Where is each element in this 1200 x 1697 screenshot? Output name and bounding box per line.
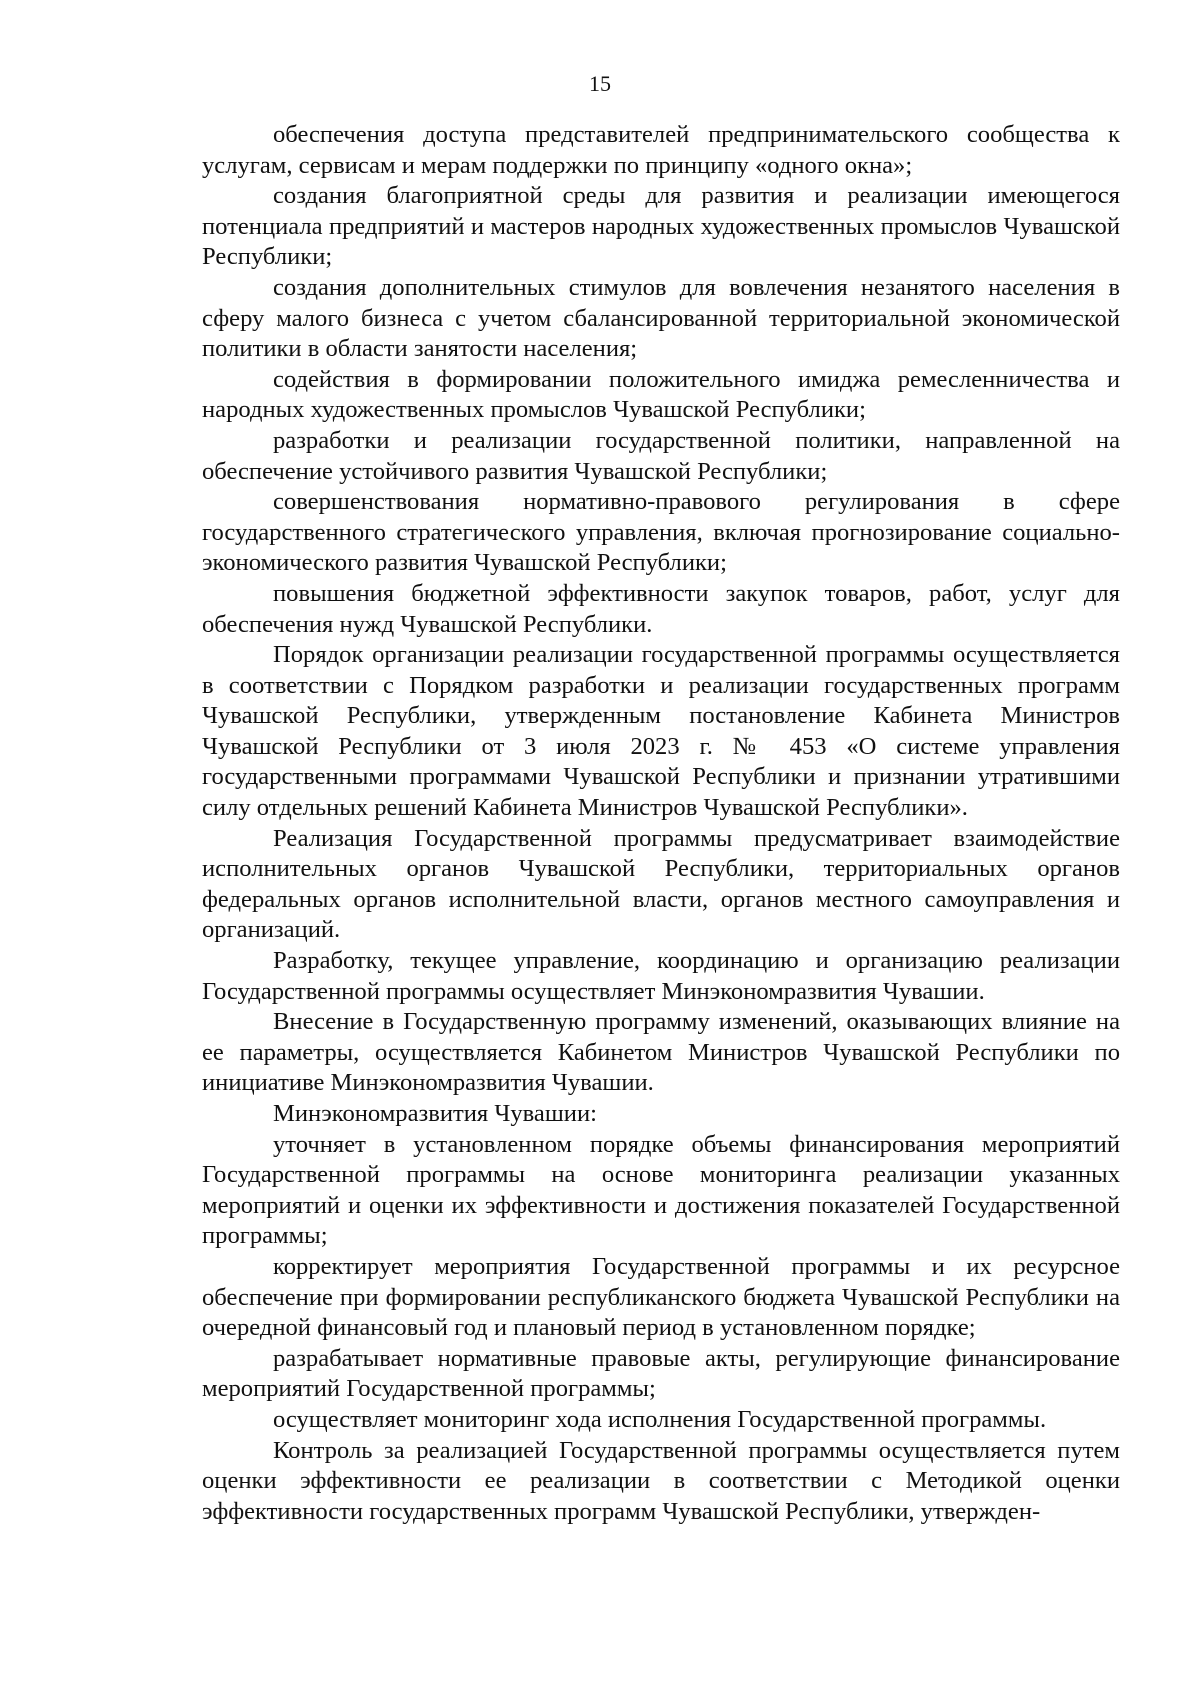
paragraph: осуществляет мониторинг хода исполнения Государственной программы. (273, 1405, 1047, 1433)
paragraph: Внесение в Государственную программу изменений, оказывающих влияние на ее параметры, осуществляется Кабинетом Министров Чувашской Республики по инициативе Минэкономразвития Чувашии. (202, 1008, 1120, 1097)
paragraph: разработки и реализации государственной политики, направленной на обеспечение устойчивого развития Чувашской Республики; (202, 426, 1120, 485)
page-number: 15 (589, 71, 611, 96)
paragraph: повышения бюджетной эффективности закупок товаров, работ, услуг для обеспечения нужд Чувашской Республики. (202, 579, 1120, 638)
paragraph: создания дополнительных стимулов для вовлечения незанятого населения в сферу малого бизнеса с учетом сбалансированной территориальной экономической политики в области занятости населения; (202, 273, 1120, 363)
paragraph: Реализация Государственной программы предусматривает взаимодействие исполнительных органов Чувашской Республики, территориальных органов федеральных органов исполнительной власти, органов местного самоуправления и организаций. (202, 824, 1120, 944)
paragraph: содействия в формировании положительного имиджа ремесленничества и народных художественных промыслов Чувашской Республики; (202, 365, 1120, 424)
document-body (202, 120, 1120, 1527)
paragraph: Контроль за реализацией Государственной программы осуществляется путем оценки эффективности ее реализации в соответствии с Методикой оценки эффективности государственных программ Чувашской Республики, утвержден- (202, 1436, 1120, 1525)
paragraph: обеспечения доступа представителей предпринимательского сообщества к услугам, сервисам и мерам поддержки по принципу «одного окна»; (202, 121, 1120, 179)
paragraph: Порядок организации реализации государственной программы осуществляется в соответствии с Порядком разработки и реализации государственных программ Чувашской Республики, утвержденным постановление Кабинета Министров Чувашской Республики от 3 июля 2023 г. № 453 «О системе управления государственными программами Чувашской Республики и признании утратившими силу отдельных решений Кабинета Министров Чувашской Республики». (202, 641, 1120, 822)
paragraph: Разработку, текущее управление, координацию и организацию реализации Государственной программы осуществляет Минэкономразвития Чувашии. (202, 947, 1120, 1005)
paragraph: разрабатывает нормативные правовые акты, регулирующие финансирование мероприятий Государственной программы; (202, 1344, 1120, 1403)
paragraph: создания благоприятной среды для развития и реализации имеющегося потенциала предприятий и мастеров народных художественных промыслов Чувашской Республики; (202, 182, 1120, 271)
paragraph: корректирует мероприятия Государственной программы и их ресурсное обеспечение при формировании республиканского бюджета Чувашской Республики на очередной финансовый год и плановый период в установленном порядке; (202, 1252, 1120, 1342)
paragraph: совершенствования нормативно-правового регулирования в сфере государственного стратегического управления, включая прогнозирование социально-экономического развития Чувашской Республики; (202, 488, 1120, 577)
paragraph: Минэкономразвития Чувашии: (273, 1100, 597, 1127)
paragraph: уточняет в установленном порядке объемы финансирования мероприятий Государственной программы на основе мониторинга реализации указанных мероприятий и оценки их эффективности и достижения показателей Государственной программы; (202, 1130, 1120, 1250)
